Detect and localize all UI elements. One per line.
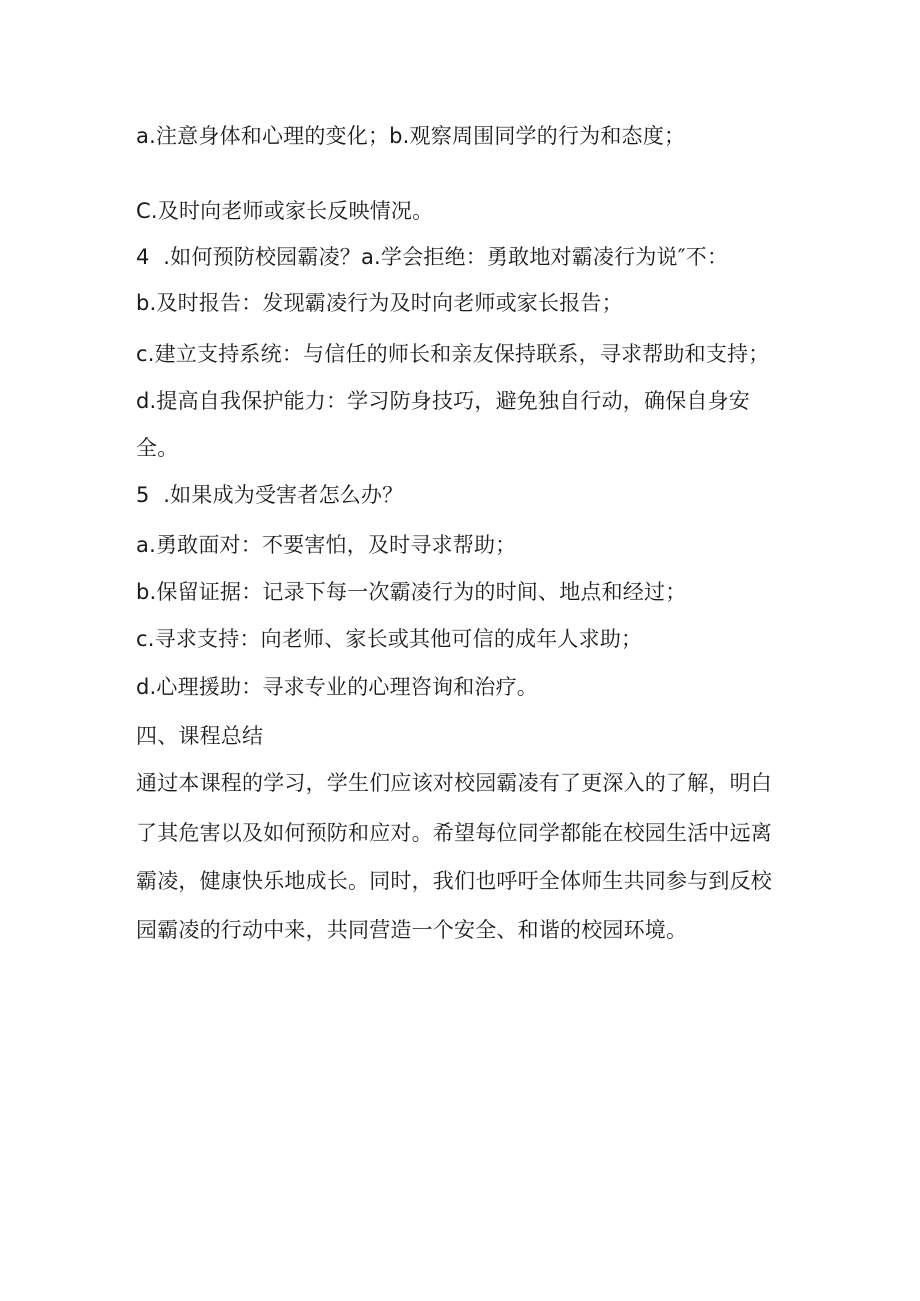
text-line-seek-support: c.寻求支持：向老师、家长或其他可信的成年人求助； — [136, 627, 643, 651]
summary-line-4: 园霸凌的行动中来，共同营造一个安全、和谐的校园环境。 — [136, 918, 688, 942]
text-line-report-promptly: b.及时报告：发现霸凌行为及时向老师或家长报告； — [136, 291, 623, 315]
text-line-q5-heading: 5 .如果成为受害者怎么办？ — [136, 483, 404, 507]
text-line-self-protection-cont: 全。 — [136, 436, 179, 460]
summary-line-3: 霸凌，健康快乐地成长。同时，我们也呼吁全体师生共同参与到反校 — [136, 869, 772, 893]
summary-line-2: 了其危害以及如何预防和应对。希望每位同学都能在校园生活中远离 — [136, 821, 772, 845]
text-line-support-system: c.建立支持系统：与信任的师长和亲友保持联系，寻求帮助和支持； — [136, 342, 770, 366]
text-line-report-situation: C.及时向老师或家长反映情况。 — [136, 199, 434, 223]
text-line-observe-changes: a.注意身体和心理的变化；b.观察周围同学的行为和态度； — [136, 124, 686, 148]
section-heading-summary: 四、课程总结 — [136, 724, 264, 748]
text-line-keep-evidence: b.保留证据：记录下每一次霸凌行为的时间、地点和经过； — [136, 580, 687, 604]
text-line-self-protection: d.提高自我保护能力：学习防身技巧，避免独自行动，确保自身安 — [136, 389, 751, 413]
text-line-face-bravely: a.勇敢面对：不要害怕，及时寻求帮助； — [136, 533, 517, 557]
text-line-psych-aid: d.心理援助：寻求专业的心理咨询和治疗。 — [136, 675, 539, 699]
summary-line-1: 通过本课程的学习，学生们应该对校园霸凌有了更深入的了解，明白 — [136, 771, 772, 795]
text-line-q4-heading: 4 .如何预防校园霸凌？a.学会拒绝：勇敢地对霸凌行为说″不： — [136, 245, 729, 269]
